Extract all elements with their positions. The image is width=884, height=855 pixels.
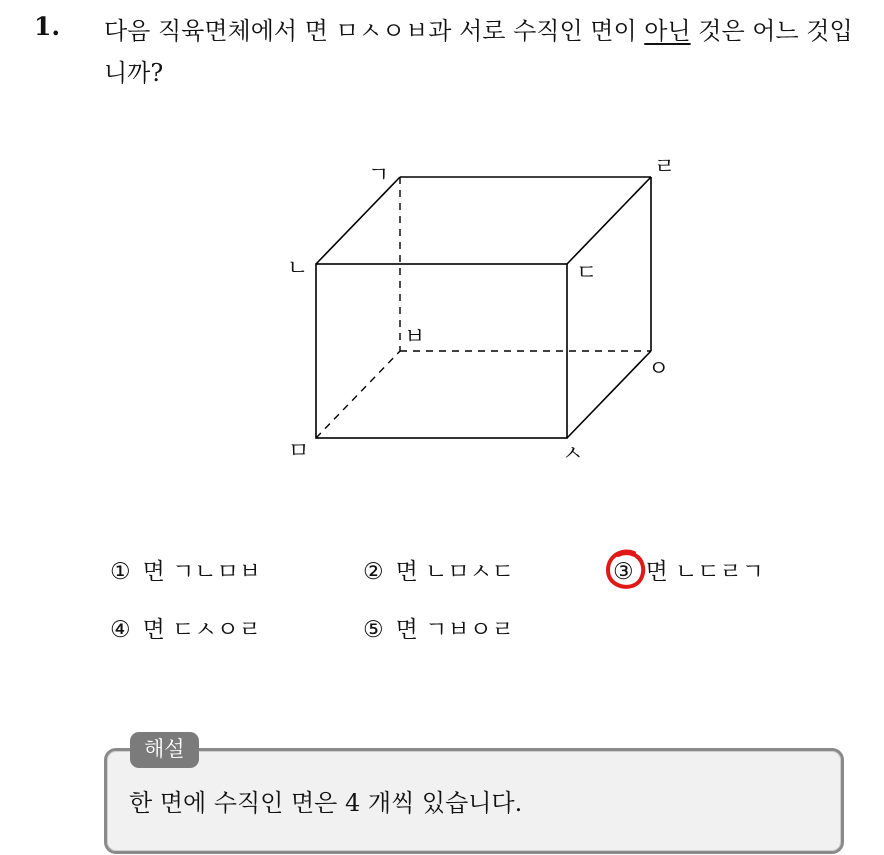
explanation-label: 해설 <box>130 732 199 768</box>
explanation-box <box>104 748 844 854</box>
vertex-label-b: ㅂ <box>404 325 426 350</box>
vertex-label-s: ㅅ <box>562 442 584 467</box>
vertex-label-o: ㅇ <box>648 357 670 382</box>
question-text-before: 다음 직육면체에서 면 ㅁㅅㅇㅂ과 서로 수직인 면이 <box>104 17 645 45</box>
choice-2-number: ② <box>363 559 384 585</box>
choice-2[interactable] <box>363 555 514 589</box>
hidden-edge-bottom-left <box>316 351 400 438</box>
choice-4-text: 면 ㄷㅅㅇㄹ <box>142 617 262 643</box>
question-text-underlined: 아닌 <box>644 17 691 45</box>
choice-1-number: ① <box>110 559 131 585</box>
vertex-label-n: ㄴ <box>287 256 309 281</box>
question-text-after: 것은 어느 것입니까? <box>104 17 853 87</box>
vertex-label-g: ㄱ <box>368 163 390 188</box>
choice-5[interactable] <box>363 613 514 647</box>
choice-5-number: ⑤ <box>363 617 384 643</box>
choice-3[interactable] <box>613 555 764 589</box>
vertex-label-m: ㅁ <box>288 439 310 464</box>
choice-1[interactable] <box>110 555 261 589</box>
choice-3-text: 면 ㄴㄷㄹㄱ <box>645 559 765 585</box>
edge-top-left <box>316 177 400 264</box>
choice-1-text: 면 ㄱㄴㅁㅂ <box>142 559 262 585</box>
choice-4[interactable] <box>110 613 261 647</box>
question-number: 1. <box>34 12 61 41</box>
vertex-label-d: ㄷ <box>576 261 598 286</box>
choice-4-number: ④ <box>110 617 131 643</box>
choice-5-text: 면 ㄱㅂㅇㄹ <box>395 617 515 643</box>
edge-bottom-right <box>567 351 651 438</box>
vertex-label-r: ㄹ <box>654 155 676 180</box>
explanation-text: 한 면에 수직인 면은 4 개씩 있습니다. <box>129 789 523 817</box>
choice-2-text: 면 ㄴㅁㅅㄷ <box>395 559 515 585</box>
choice-3-number: ③ <box>613 559 634 585</box>
edge-top-right <box>567 177 651 264</box>
